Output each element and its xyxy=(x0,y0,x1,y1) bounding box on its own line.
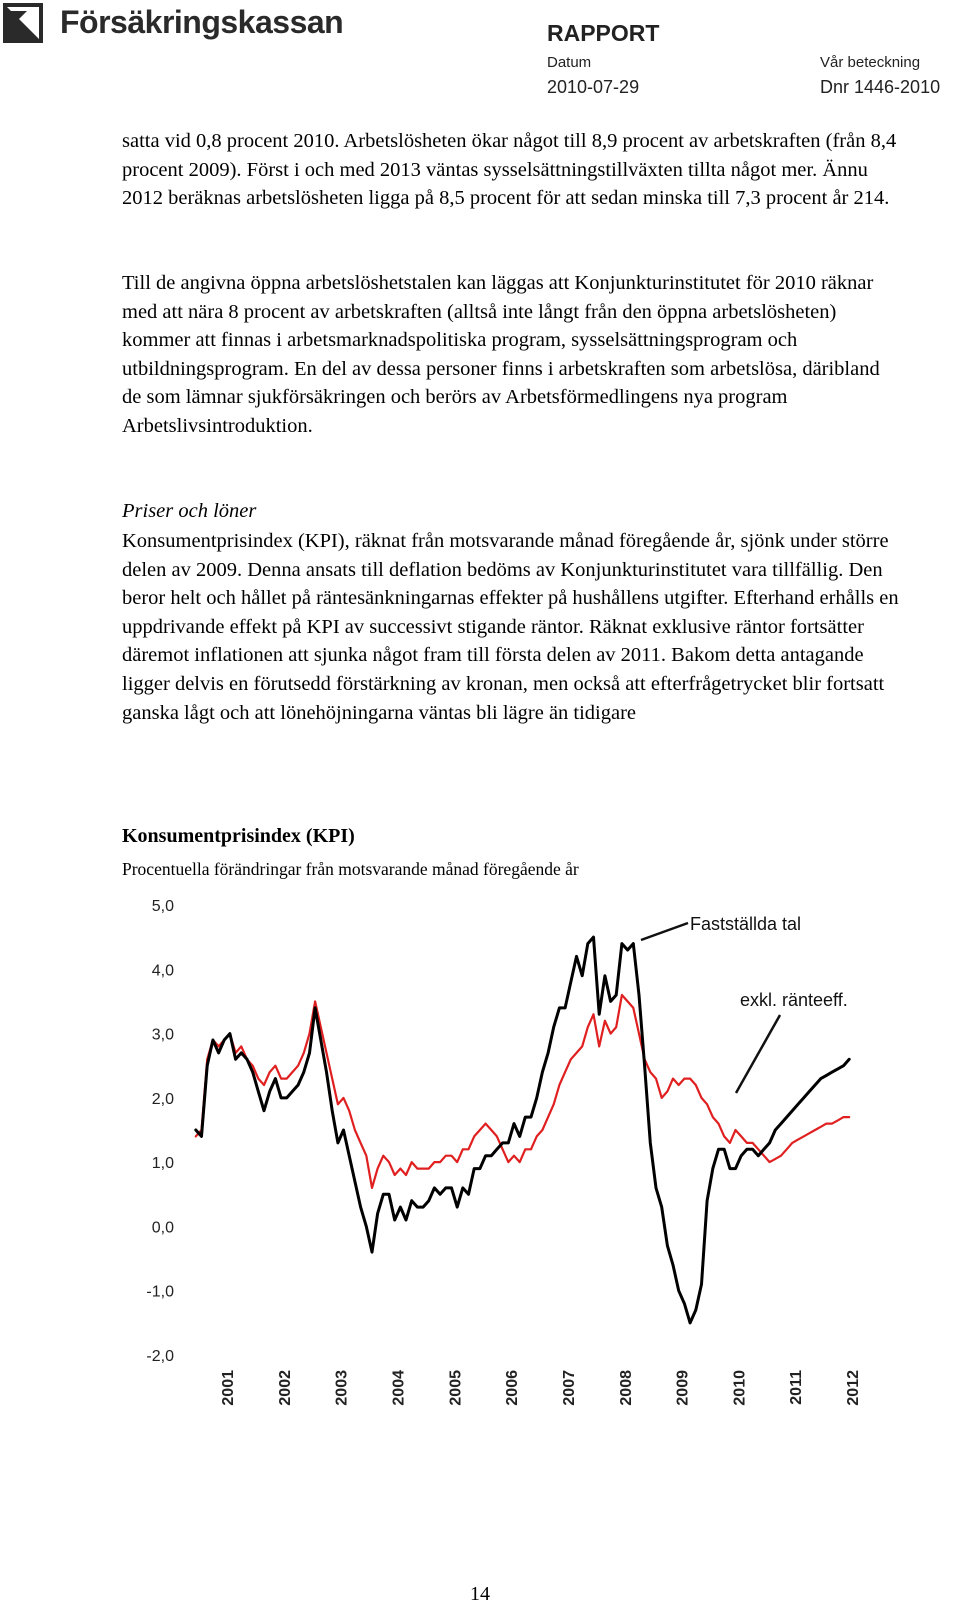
reference-value: Dnr 1446-2010 xyxy=(820,77,941,97)
page-number: 14 xyxy=(470,1583,490,1605)
x-tick-label: 2009 xyxy=(674,1370,692,1406)
x-tick-label: 2010 xyxy=(731,1370,749,1406)
report-label: RAPPORT xyxy=(547,20,660,46)
y-tick-label: -1,0 xyxy=(146,1283,174,1301)
series-line xyxy=(196,937,849,1323)
chart-annotations xyxy=(641,914,848,1093)
x-tick-label: 2001 xyxy=(220,1370,238,1406)
y-tick-label: -2,0 xyxy=(146,1348,174,1365)
y-tick-label: 1,0 xyxy=(151,1155,174,1173)
date-label: Datum xyxy=(547,54,592,71)
y-tick-label: 3,0 xyxy=(151,1026,174,1044)
x-tick-label: 2002 xyxy=(276,1370,294,1406)
series-lines xyxy=(196,937,849,1323)
brand-name: Försäkringskassan xyxy=(60,4,344,40)
x-tick-label: 2006 xyxy=(504,1370,522,1406)
x-tick-label: 2008 xyxy=(617,1370,635,1406)
y-tick-label: 4,0 xyxy=(151,962,174,980)
date-value: 2010-07-29 xyxy=(547,77,640,97)
annotation-label: exkl. ränteeff. xyxy=(740,990,848,1010)
reference-label: Vår beteckning xyxy=(820,54,921,71)
x-tick-label: 2007 xyxy=(560,1370,578,1406)
series-line xyxy=(196,995,849,1188)
y-axis-ticks xyxy=(146,898,174,1365)
y-tick-label: 2,0 xyxy=(151,1090,174,1108)
section-heading-prices: Priser och löner xyxy=(122,500,257,522)
x-tick-label: 2004 xyxy=(390,1370,408,1406)
x-tick-label: 2011 xyxy=(788,1370,806,1405)
annotation-leader-line xyxy=(641,923,688,940)
paragraph-labour-programs: Till de angivna öppna arbetslöshetstalen kan läggas att Konjunkturinstitutet för 2010 räknar med att nära 8 procent av arbetskraften (alltså inte långt från den öppna arbetslösheten) kommer att finnas i arbetsmarknadspolitiska program, sysselsättningsprogram och utbildningsprogram. En del av dessa personer finns i arbetskraften som arbetslösa, däribland de som lämnar sjukförsäkringen och berörs av Arbetsförmedlingens nya program Arbetslivsintroduktion. xyxy=(122,272,880,437)
brand-logo-icon xyxy=(3,3,43,43)
x-tick-label: 2005 xyxy=(447,1370,465,1406)
annotation-label: Fastställda tal xyxy=(690,914,802,934)
y-tick-label: 5,0 xyxy=(151,898,174,915)
x-tick-label: 2012 xyxy=(845,1370,862,1406)
annotation-leader-line xyxy=(736,1015,780,1093)
paragraph-kpi: Konsumentprisindex (KPI), räknat från motsvarande månad föregående år, sjönk under större delen av 2009. Denna ansats till deflation bedöms av Konjunkturinstitutet vara tillfällig. Den beror helt och hållet på räntesänkningarnas effekter på hushållens utgifter. Efterhand erhålls en uppdrivande effekt på KPI av successivt stigande räntor. Räknat exklusive räntor fortsätter däremot inflationen att sjunka något fram till första delen av 2011. Bakom detta antagande ligger delvis en förutsedd förstärkning av kronan, men också att efterfrågetrycket blir fortsatt ganska lågt och att lönehöjningarna väntas bli lägre än tidigare xyxy=(122,530,899,724)
x-tick-label: 2003 xyxy=(333,1370,351,1406)
paragraph-unemployment: satta vid 0,8 procent 2010. Arbetslösheten ökar något till 8,9 procent av arbetskraften (från 8,4 procent 2009). Först i och med 2013 väntas sysselsättningstillväxten tillta något mer. Ännu 2012 beräknas arbetslösheten ligga på 8,5 procent för att sedan minska till 7,3 procent år 214. xyxy=(122,130,897,210)
chart-title: Konsumentprisindex (KPI) xyxy=(122,825,355,847)
x-axis-ticks xyxy=(220,1370,862,1406)
chart-subtitle: Procentuella förändringar från motsvarande månad föregående år xyxy=(122,859,579,879)
y-tick-label: 0,0 xyxy=(151,1219,174,1237)
